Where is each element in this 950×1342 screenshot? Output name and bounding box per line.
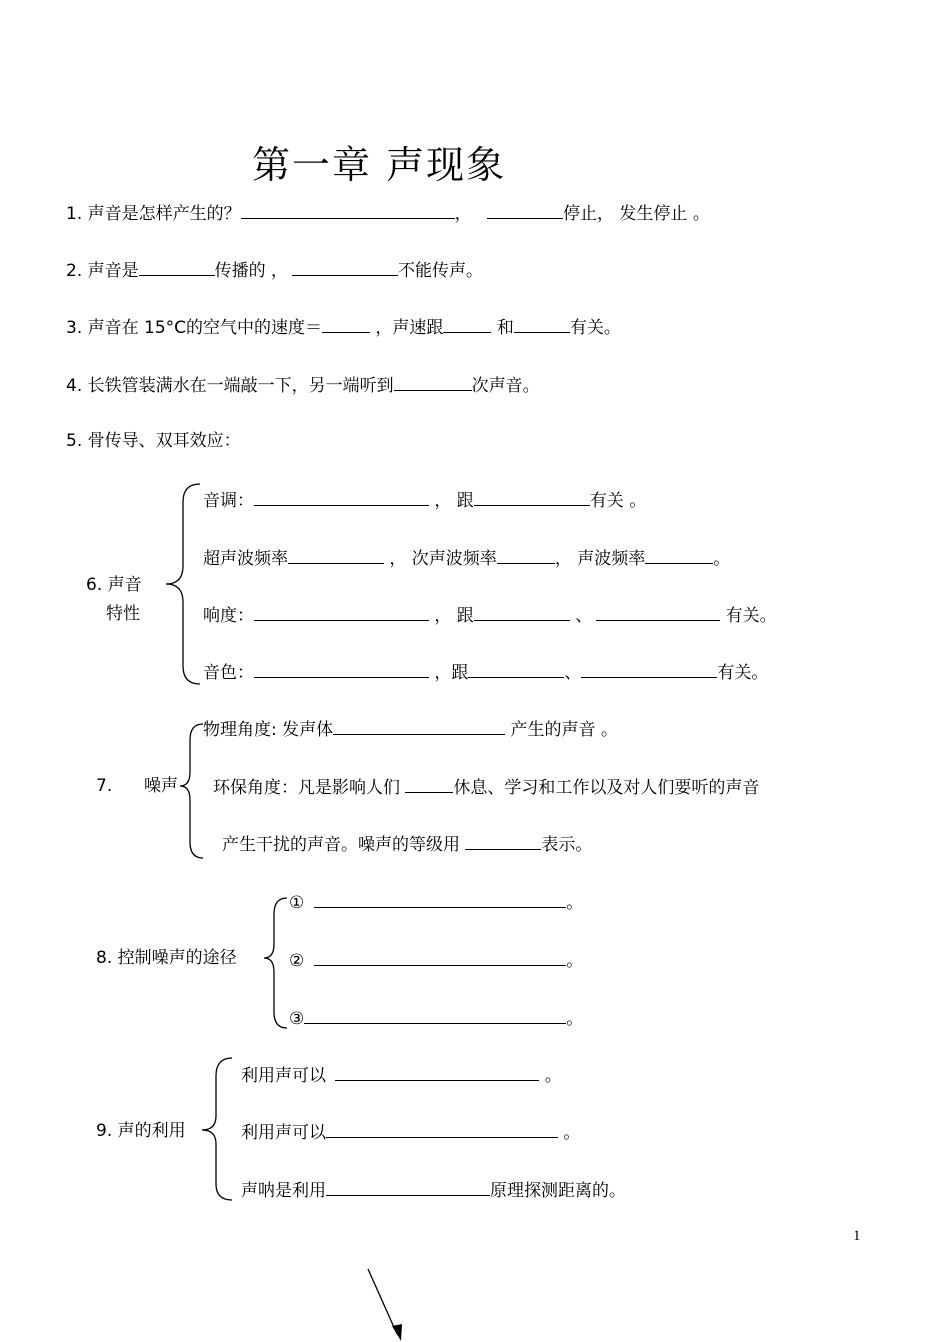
q7-row3-label: 产生干扰的声音。噪声的等级用 bbox=[222, 835, 466, 855]
q3-mid-1: ，声速跟 bbox=[370, 318, 444, 338]
q9-row2-end: 。 bbox=[558, 1123, 581, 1143]
q9-row1-label: 利用声可以 bbox=[241, 1066, 332, 1086]
q8-item1-end: 。 bbox=[566, 893, 584, 913]
q7-row2-label: 环保角度：凡是影响人们 bbox=[213, 778, 406, 798]
q1-comma: ， bbox=[454, 204, 472, 224]
q6-row4-suffix: 有关。 bbox=[717, 663, 769, 683]
page-number: 1 bbox=[853, 1228, 861, 1244]
q6-row2-end: 。 bbox=[713, 549, 731, 569]
q6-row3-mid-1: ， 跟 bbox=[429, 606, 474, 626]
q6-row2-label: 超声波频率 bbox=[203, 549, 288, 569]
q2-suffix: 不能传声。 bbox=[398, 261, 484, 281]
q9-row1-end: 。 bbox=[539, 1066, 562, 1086]
q7-row1-suffix: 产生的声音 。 bbox=[505, 720, 618, 740]
arrow-line bbox=[368, 1269, 397, 1334]
q1-prompt: 1. 声音是怎样产生的？ bbox=[66, 204, 241, 224]
q7-row2-suffix: 休息、学习和工作以及对人们要听的声音 bbox=[453, 778, 760, 798]
q2-prompt: 2. 声音是 bbox=[66, 261, 139, 281]
chapter-title: 第一章 声现象 bbox=[252, 143, 507, 187]
q9-row2-label: 利用声可以 bbox=[241, 1123, 326, 1143]
q1-suffix: 停止， 发生停止 。 bbox=[563, 204, 710, 224]
q2-mid: 传播的 ， bbox=[214, 261, 289, 281]
q9-row3-suffix: 原理探测距离的。 bbox=[490, 1181, 626, 1201]
q3-prompt: 3. 声音在 15°C的空气中的速度＝ bbox=[66, 318, 323, 338]
q3-suffix: 有关。 bbox=[569, 318, 621, 338]
q8-label: 8. 控制噪声的途径 bbox=[96, 948, 237, 968]
q8-item2-end: 。 bbox=[566, 951, 584, 971]
q6-row4-mid-2: 、 bbox=[564, 663, 582, 683]
q6-label-line-1: 6. 声音 bbox=[86, 575, 142, 595]
q6-row3-mid-2: 、 bbox=[569, 606, 593, 626]
q4-suffix: 次声音。 bbox=[471, 376, 540, 396]
q6-row1-mid: ， 跟 bbox=[429, 491, 474, 511]
q9-label: 9. 声的利用 bbox=[96, 1121, 186, 1141]
q8-item3-mark: ③ bbox=[289, 1009, 305, 1029]
q6-brace-icon bbox=[166, 484, 200, 684]
q8-brace-icon bbox=[264, 898, 287, 1028]
q8-item2-mark: ② bbox=[289, 951, 305, 971]
q6-row4-label: 音色： bbox=[203, 663, 254, 683]
q8-item3-end: 。 bbox=[566, 1009, 584, 1029]
q7-row1-label: 物理角度: 发声体 bbox=[203, 720, 334, 740]
q6-row3-suffix: 有关。 bbox=[720, 606, 777, 626]
q6-row3-label: 响度： bbox=[203, 606, 254, 626]
q7-number: 7. bbox=[96, 776, 113, 796]
q6-row2-mid-1: ， 次声波频率 bbox=[384, 549, 497, 569]
q6-row4-mid-1: ，跟 bbox=[429, 663, 469, 683]
q6-label-line-2: 特性 bbox=[106, 604, 140, 624]
q6-row2-mid-2: ， 声波频率 bbox=[554, 549, 646, 569]
arrow-down-icon bbox=[392, 1324, 402, 1341]
question-5: 5. 骨传导、双耳效应： bbox=[66, 431, 241, 451]
q9-row3-label: 声呐是利用 bbox=[241, 1181, 326, 1201]
q8-item1-mark: ① bbox=[289, 893, 305, 913]
q4-prompt: 4. 长铁管装满水在一端敲一下，另一端听到 bbox=[66, 376, 394, 396]
q6-row1-label: 音调： bbox=[203, 491, 254, 511]
q7-brace-icon bbox=[180, 724, 203, 858]
q7-row3-suffix: 表示。 bbox=[541, 835, 593, 855]
q7-label: 噪声 bbox=[144, 776, 178, 796]
q3-mid-2: 和 bbox=[491, 318, 514, 338]
q6-row1-suffix: 有关 。 bbox=[589, 491, 647, 511]
q9-brace-icon bbox=[202, 1058, 232, 1200]
